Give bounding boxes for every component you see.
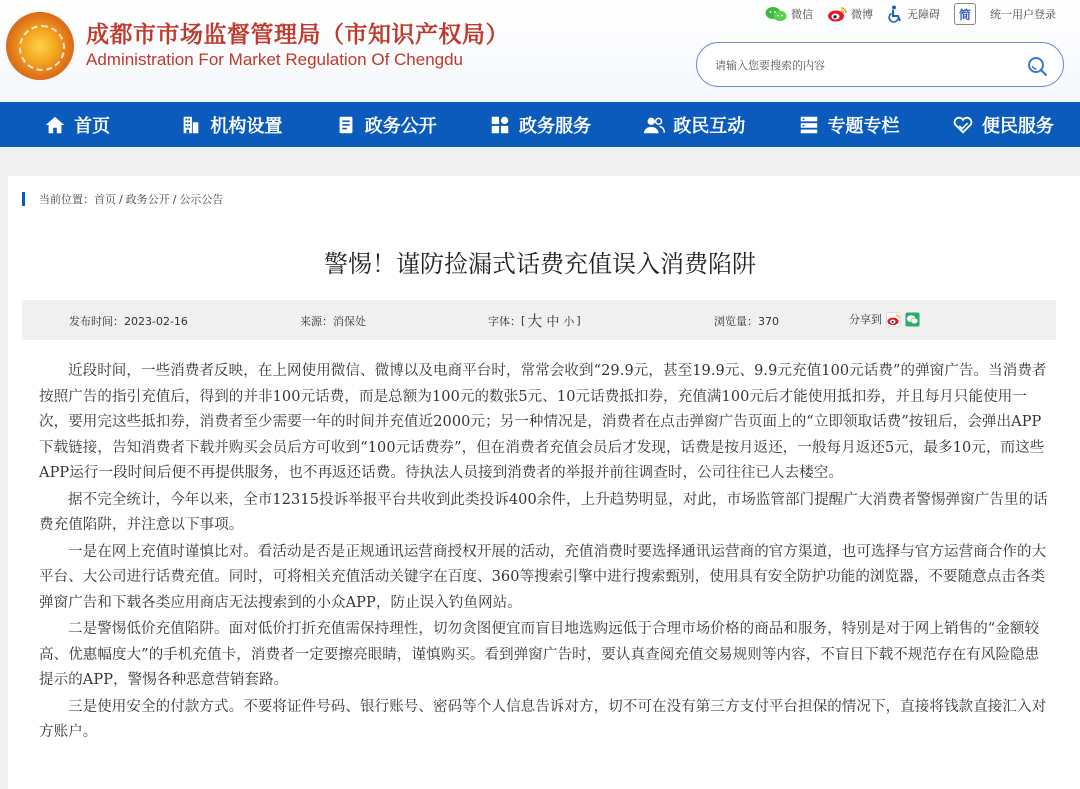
breadcrumb-separator: / [172,192,177,206]
people-icon [643,114,665,136]
unified-login-link[interactable]: 统一用户登录 [990,8,1056,21]
site-logo[interactable] [6,12,74,80]
wechat-label: 微信 [791,8,813,21]
font-size-small-button[interactable]: 小 [563,314,575,328]
breadcrumb-separator: / [119,192,123,206]
weibo-link[interactable] [827,6,873,22]
grid-icon [489,114,511,136]
font-size-bracket-close: ] [576,314,581,327]
accessibility-label: 无障碍 [907,8,940,21]
nav-item-organization[interactable] [154,102,308,147]
article-paragraph: 据不完全统计，今年以来，全市12315投诉举报平台共收到此类投诉400余件，上升趋势明显，对此，市场监管部门提醒广大消费者警惕弹窗广告里的话费充值陷阱，并注意以下事项。 [39,491,1048,533]
font-size-medium-button[interactable]: 中 [546,315,560,330]
font-size-switcher [488,310,581,331]
nav-label: 政民互动 [673,115,746,137]
article-container [8,176,1080,789]
nav-item-home[interactable] [0,102,154,147]
wechat-share-icon[interactable] [905,312,920,327]
weibo-icon [827,6,847,22]
nav-item-citizen-services[interactable] [926,102,1080,147]
view-count: 浏览量：370 [714,315,779,328]
nav-label: 政务公开 [364,115,437,137]
article-paragraph: 三是使用安全的付款方式。不要将证件号码、银行账号、密码等个人信息告诉对方，切不可在没有第三方支付平台担保的情况下，直接将钱款直接汇入对方账户。 [39,698,1047,740]
weibo-share-icon[interactable] [886,312,901,327]
heart-hand-icon [952,114,974,136]
article-paragraph: 一是在网上充值时谨慎比对。看活动是否是正规通讯运营商授权开展的活动，充值消费时要选择通讯运营商的官方渠道，也可选择与官方运营商合作的大平台、大公司进行话费充值。同时，可将相关充值活动关键字在百度、360等搜索引擎中进行搜索甄别，使用具有安全防护功能的浏览器，不要随意点击各类弹窗广告和下载各类应用商店无法搜索到的小众APP，防止误入钓鱼网站。 [39,543,1047,611]
nav-label: 政务服务 [518,115,591,137]
wechat-icon [765,6,787,22]
share-bar [849,311,920,327]
wechat-link[interactable] [765,6,813,22]
search-box [696,42,1064,87]
building-icon [180,114,202,136]
breadcrumb-prefix: 当前位置： [39,193,94,206]
font-size-large-button[interactable]: 大 [527,312,543,330]
font-size-label: 字体： [488,314,521,328]
site-title-en[interactable]: Administration For Market Regulation Of Chengdu [86,50,464,69]
simplified-chinese-button[interactable]: 简 [954,3,976,25]
breadcrumb-gov-affairs-open[interactable]: 政务公开 [125,193,170,206]
nav-item-special-topics[interactable] [771,102,925,147]
nav-item-gov-services[interactable] [463,102,617,147]
weibo-label: 微博 [851,8,873,21]
nav-label: 便民服务 [981,115,1054,137]
article-source: 来源：消保处 [300,315,366,328]
share-label: 分享到 [849,313,882,326]
article-paragraph: 近段时间，一些消费者反映，在上网使用微信、微博以及电商平台时，常常会收到“29.9元，甚至19.9元、9.9元充值100元话费”的弹窗广告。当消费者按照广告的指引充值后，得到的并非100元话费，而是总额为100元的数张5元、10元话费抵扣券，充值满100元后才能使用抵扣券，并且每月只能使用一次，要用完这些抵扣券，消费者至少需要一年的时间并充值近2000元；另一种情况是，消费者在点击弹窗广告页面上的“立即领取话费”按钮后，会弹出APP下载链接，告知消费者下载并购买会员后方可收到“100元话费券”，但在消费者充值会员后才发现，话费是按月返还，一般每月返还5元，最多10元，而这些APP运行一段时间后便不再提供服务，也不再返还话费。待执法人员接到消费者的举报并前往调查时，公司往往已人去楼空。 [39,363,1047,481]
breadcrumb [22,191,223,207]
wheelchair-icon [887,5,903,23]
nav-label: 机构设置 [210,115,283,137]
publish-date: 发布时间：2023-02-16 [69,315,188,328]
search-icon[interactable] [1025,54,1049,78]
font-size-bracket-open: [ [521,314,526,327]
nav-item-gov-affairs-open[interactable] [309,102,463,147]
breadcrumb-marker [22,192,25,206]
nav-label: 首页 [74,115,111,137]
article-title: 警惕！谨防捡漏式话费充值误入消费陷阱 [324,250,756,278]
top-links [765,2,1056,26]
document-icon [335,114,357,136]
site-title-cn[interactable]: 成都市市场监督管理局（市知识产权局） [86,22,509,48]
article-meta-bar [22,300,1056,340]
nav-label: 专题专栏 [827,115,900,137]
article-paragraph: 二是警惕低价充值陷阱。面对低价打折充值需保持理性，切勿贪图便宜而盲目地选购远低于合理市场价格的商品和服务，特别是对于网上销售的“金额较高、优惠幅度大”的手机充值卡，消费者一定要擦亮眼睛，谨慎购买。看到弹窗广告时，要认真查阅充值交易规则等内容，不盲目下载不规范存在有风险隐患提示的APP，警惕各种恶意营销套路。 [39,621,1040,688]
article-body [39,359,1051,747]
home-icon [44,114,66,136]
main-nav [0,102,1080,147]
search-input[interactable] [715,54,1015,76]
nav-item-interaction[interactable] [617,102,771,147]
columns-icon [798,114,820,136]
breadcrumb-home[interactable]: 首页 [94,193,116,206]
accessibility-link[interactable] [887,5,940,23]
site-header [0,0,1080,102]
breadcrumb-announcements[interactable]: 公示公告 [179,193,224,206]
